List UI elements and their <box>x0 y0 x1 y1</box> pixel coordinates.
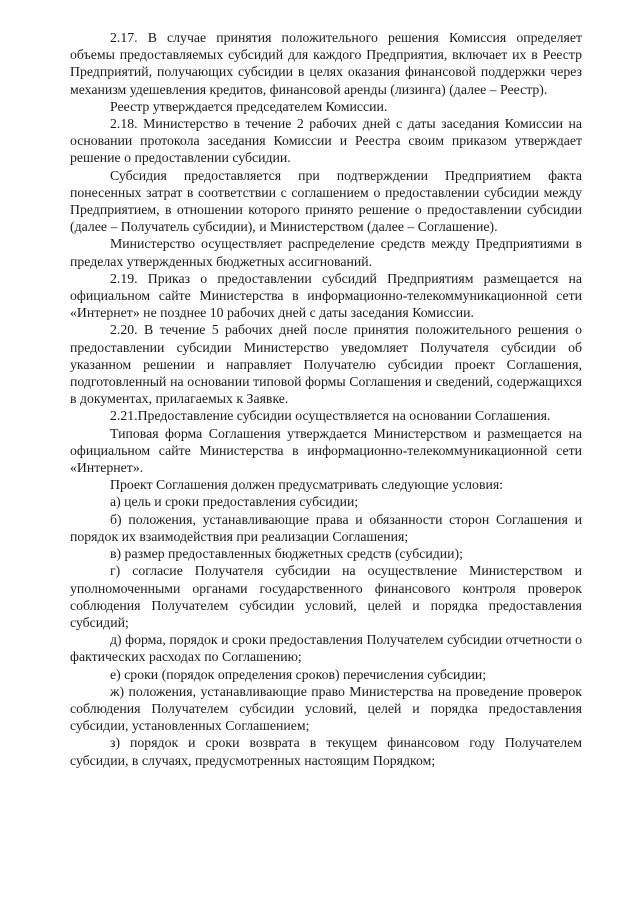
list-item-zh: ж) положения, устанавливающие право Министерства на проведение проверок соблюдения Получателем субсидии условий, целей и порядка предоставления субсидии, установленных Соглашением; <box>70 683 582 734</box>
paragraph-conditions-intro: Проект Соглашения должен предусматривать следующие условия: <box>110 477 504 493</box>
paragraph-2-17: 2.17. В случае принятия положительного решения Комиссия определяет объемы предоставляемых субсидий для каждого Предприятия, включает их в Реестр Предприятий, получающих субсидии в целях оказания финансовой поддержки через механизм удешевления кредитов, финансовой аренды (лизинга) (далее – Реестр). <box>70 30 582 97</box>
list-item-g: г) согласие Получателя субсидии на осуществление Министерством и уполномоченными органами государственного финансового контроля проверок соблюдения Получателем субсидии условий, целей и порядка предоставления субсидий; <box>70 563 582 630</box>
paragraph-registry-approval: Реестр утверждается председателем Комиссии. <box>110 98 388 114</box>
list-item-b: б) положения, устанавливающие права и обязанности сторон Соглашения и порядок их взаимодействия при реализации Соглашения; <box>70 511 582 544</box>
paragraph-2-21: 2.21.Предоставление субсидии осуществляется на основании Соглашения. <box>110 408 551 424</box>
paragraph-subsidy-confirmation: Субсидия предоставляется при подтверждении Предприятием факта понесенных затрат в соответствии с соглашением о предоставлении субсидии между Предприятием, в отношении которого принято решение о предоставлении субсидии (далее – Получатель субсидии), и Министерством (далее – Соглашение). <box>70 167 582 235</box>
list-item-d: д) форма, порядок и сроки предоставления Получателем субсидии отчетности о фактических расходах по Соглашению; <box>70 632 582 665</box>
list-item-a: а) цель и сроки предоставления субсидии; <box>110 494 359 510</box>
paragraph-distribution: Министерство осуществляет распределение средств между Предприятиями в пределах утвержденных бюджетных ассигнований. <box>70 236 582 269</box>
document-body <box>70 29 582 769</box>
paragraph-standard-form: Типовая форма Соглашения утверждается Министерством и размещается на официальном сайте Министерства в информационно-телекоммуникационной сети «Интернет». <box>70 425 582 476</box>
list-item-v: в) размер предоставленных бюджетных средств (субсидии); <box>110 546 463 562</box>
list-item-z: з) порядок и сроки возврата в текущем финансовом году Получателем субсидии, в случаях, предусмотренных настоящим Порядком; <box>70 735 582 768</box>
list-item-e: е) сроки (порядок определения сроков) перечисления субсидии; <box>110 666 487 682</box>
paragraph-2-18: 2.18. Министерство в течение 2 рабочих дней с даты заседания Комиссии на основании протокола заседания Комиссии и Реестра своим приказом утверждает решение о предоставлении субсидии. <box>70 116 582 166</box>
paragraph-2-20: 2.20. В течение 5 рабочих дней после принятия положительного решения о предоставлении субсидии Министерство уведомляет Получателя субсидии об указанном решении и направляет Получателю субсидии проект Соглашения, подготовленный на основании типовой формы Соглашения и сведений, содержащихся в документах, прилагаемых к Заявке. <box>70 322 582 407</box>
paragraph-2-19: 2.19. Приказ о предоставлении субсидий Предприятиям размещается на официальном сайте Министерства в информационно-телекоммуникационной сети «Интернет» не позднее 10 рабочих дней с даты заседания Комиссии. <box>70 270 582 321</box>
